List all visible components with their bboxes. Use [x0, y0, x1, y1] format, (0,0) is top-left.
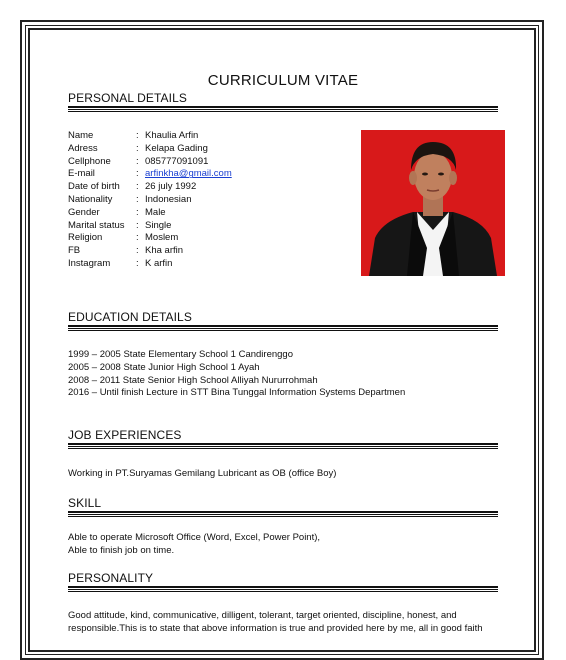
detail-separator: :: [136, 257, 139, 269]
detail-row-gender: [68, 207, 232, 220]
detail-row-nationality: [68, 194, 232, 207]
page-border: [20, 20, 544, 660]
detail-separator: :: [136, 168, 139, 180]
detail-separator: :: [136, 219, 139, 231]
education-item: 2016 – Until finish Lecture in STT Bina Tunggal Information Systems Departmen: [68, 387, 406, 399]
detail-value: Male: [145, 206, 166, 218]
detail-value: Khaulia Arfin: [145, 130, 199, 141]
personality-text: [68, 610, 483, 636]
job-text: Working in PT.Suryamas Gemilang Lubricant as OB (office Boy): [68, 468, 337, 479]
personality-heading: PERSONALITY: [68, 571, 154, 585]
section-rule: [68, 511, 498, 517]
detail-label: Nationality: [68, 193, 113, 205]
detail-label: Marital status: [68, 219, 125, 231]
detail-separator: :: [136, 193, 139, 205]
skill-list: [68, 532, 320, 558]
detail-label: Instagram: [68, 257, 111, 269]
detail-separator: :: [136, 181, 139, 193]
personal-details-heading: PERSONAL DETAILS: [68, 91, 187, 105]
detail-row-name: [68, 130, 232, 143]
detail-label: Adress: [68, 142, 98, 154]
detail-label: FB: [68, 245, 81, 257]
skill-heading: SKILL: [68, 496, 102, 510]
detail-label: Date of birth: [68, 181, 120, 193]
detail-label: Cellphone: [68, 155, 111, 167]
detail-separator: :: [136, 206, 139, 218]
skill-item: Able to operate Microsoft Office (Word, Excel, Power Point),: [68, 532, 321, 543]
detail-row-email: [68, 168, 232, 181]
detail-row-religion: [68, 232, 232, 245]
section-rule: [68, 325, 498, 331]
detail-separator: :: [136, 232, 139, 244]
detail-value: Moslem: [145, 232, 179, 244]
detail-separator: :: [136, 155, 139, 167]
section-rule: [68, 443, 498, 449]
detail-row-fb: [68, 245, 232, 258]
detail-value: Indonesian: [145, 193, 192, 205]
page-title: CURRICULUM VITAE: [207, 72, 359, 89]
detail-row-address: [68, 143, 232, 156]
detail-value: Single: [145, 219, 172, 231]
detail-label: E-mail: [68, 168, 95, 180]
detail-row-marital: [68, 220, 232, 233]
detail-value: Kelapa Gading: [145, 142, 208, 154]
education-details-heading: EDUCATION DETAILS: [68, 310, 192, 324]
detail-value: K arfin: [145, 257, 173, 269]
detail-value: 085777091091: [145, 155, 209, 167]
personality-line: responsible.This is to state that above information is true and provided here by me, all in good faith: [68, 622, 483, 634]
personal-details-list: [68, 130, 232, 271]
detail-row-instagram: [68, 258, 232, 271]
email-link[interactable]: arfinkha@gmail.com: [145, 168, 232, 180]
section-rule: [68, 586, 498, 592]
job-experiences-heading: JOB EXPERIENCES: [68, 428, 182, 442]
personality-line: Good attitude, kind, communicative, dilligent, tolerant, target oriented, discipline, honest, and: [68, 610, 457, 621]
detail-label: Name: [68, 130, 94, 141]
skill-item: Able to finish job on time.: [68, 544, 175, 556]
section-rule: [68, 106, 498, 112]
detail-separator: :: [136, 245, 139, 257]
profile-photo: [361, 130, 505, 276]
education-item: 2008 – 2011 State Senior High School Alliyah Nururrohmah: [68, 374, 318, 386]
education-item: 1999 – 2005 State Elementary School 1 Candirenggo: [68, 349, 293, 360]
detail-separator: :: [136, 130, 139, 141]
education-item: 2005 – 2008 State Junior High School 1 Ayah: [68, 361, 260, 373]
detail-row-cellphone: [68, 156, 232, 169]
detail-value: Kha arfin: [145, 245, 184, 257]
detail-separator: :: [136, 142, 139, 154]
detail-row-dob: [68, 181, 232, 194]
education-list: [68, 349, 405, 400]
detail-value: 26 july 1992: [145, 181, 197, 193]
person-portrait-icon: [361, 130, 505, 276]
detail-label: Religion: [68, 232, 103, 244]
detail-label: Gender: [68, 206, 100, 218]
